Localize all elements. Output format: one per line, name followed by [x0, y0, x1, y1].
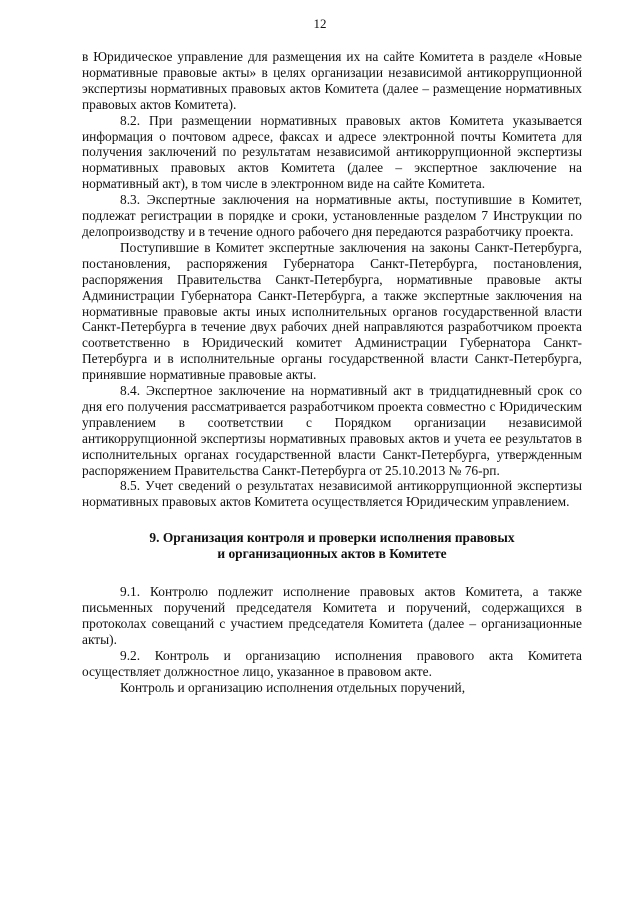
section-heading-line-1: 9. Организация контроля и проверки исполнения правовых — [149, 530, 515, 546]
paragraph-9-2-continuation: Контроль и организацию исполнения отдельных поручений, — [120, 679, 466, 695]
paragraph-8-4: 8.4. Экспертное заключение на нормативный акт в тридцатидневный срок со дня его получения рассматривается разработчиком проекта совместно с Юридическим управлением в соответствии с Порядком организации независимой антикоррупционной экспертизы нормативных правовых актов и учета ее результатов в исполнительных органах государственной власти Санкт-Петербурга, утвержденным распоряжением Правительства Санкт-Петербурга от 25.10.2013 № 76-рп. — [82, 383, 582, 478]
paragraph-9-2: 9.2. Контроль и организацию исполнения правового акта Комитета осуществляет должностное лицо, указанное в правовом акте. — [82, 647, 582, 679]
paragraph-8-3: 8.3. Экспертные заключения на нормативные акты, поступившие в Комитет, подлежат регистрации в порядке и сроки, установленные разделом 7 Инструкции по делопроизводству и в течение одного рабочего дня передаются разработчику проекта. — [82, 192, 582, 239]
paragraph-8-2: 8.2. При размещении нормативных правовых актов Комитета указывается информация о почтовом адресе, факсах и адресе электронной почты Комитета для получения заключений по результатам независимой антикоррупционной экспертизы нормативных правовых актов Комитета (далее – экспертное заключение на нормативный акт), в том числе в электронном виде на сайте Комитета. — [82, 112, 582, 192]
paragraph-8-5: 8.5. Учет сведений о результатах независимой антикоррупционной экспертизы нормативных правовых актов Комитета осуществляется Юридическим управлением. — [82, 478, 582, 510]
document-body — [82, 49, 582, 696]
paragraph-8-3-incoming-conclusions: Поступившие в Комитет экспертные заключения на законы Санкт-Петербурга, постановления, распоряжения Губернатора Санкт-Петербурга, постановления, распоряжения Правительства Санкт-Петербурга, нормативные правовые акты Администрации Губернатора Санкт-Петербурга, а также экспертные заключения на нормативные правовые акты иных исполнительных органов государственной власти Санкт-Петербурга в течение двух рабочих дней направляются разработчиком проекта соответственно в Юридический комитет Администрации Губернатора Санкт-Петербурга и в исполнительные органы государственной власти Санкт-Петербурга, принявшие нормативные правовые акты. — [82, 239, 582, 383]
page-number: 12 — [313, 16, 327, 31]
section-9-heading — [82, 530, 582, 562]
section-heading-line-2: и организационных актов в Комитете — [217, 546, 447, 562]
paragraph-9-1: 9.1. Контролю подлежит исполнение правовых актов Комитета, а также письменных поручений председателя Комитета и поручений, содержащихся в протоколах совещаний с участием председателя Комитета (далее – организационные акты). — [82, 584, 582, 647]
paragraph-8-1-continuation: в Юридическое управление для размещения их на сайте Комитета в разделе «Новые нормативные правовые акты» в целях организации независимой антикоррупционной экспертизы нормативных правовых актов Комитета (далее – размещение нормативных правовых актов Комитета). — [82, 49, 582, 112]
